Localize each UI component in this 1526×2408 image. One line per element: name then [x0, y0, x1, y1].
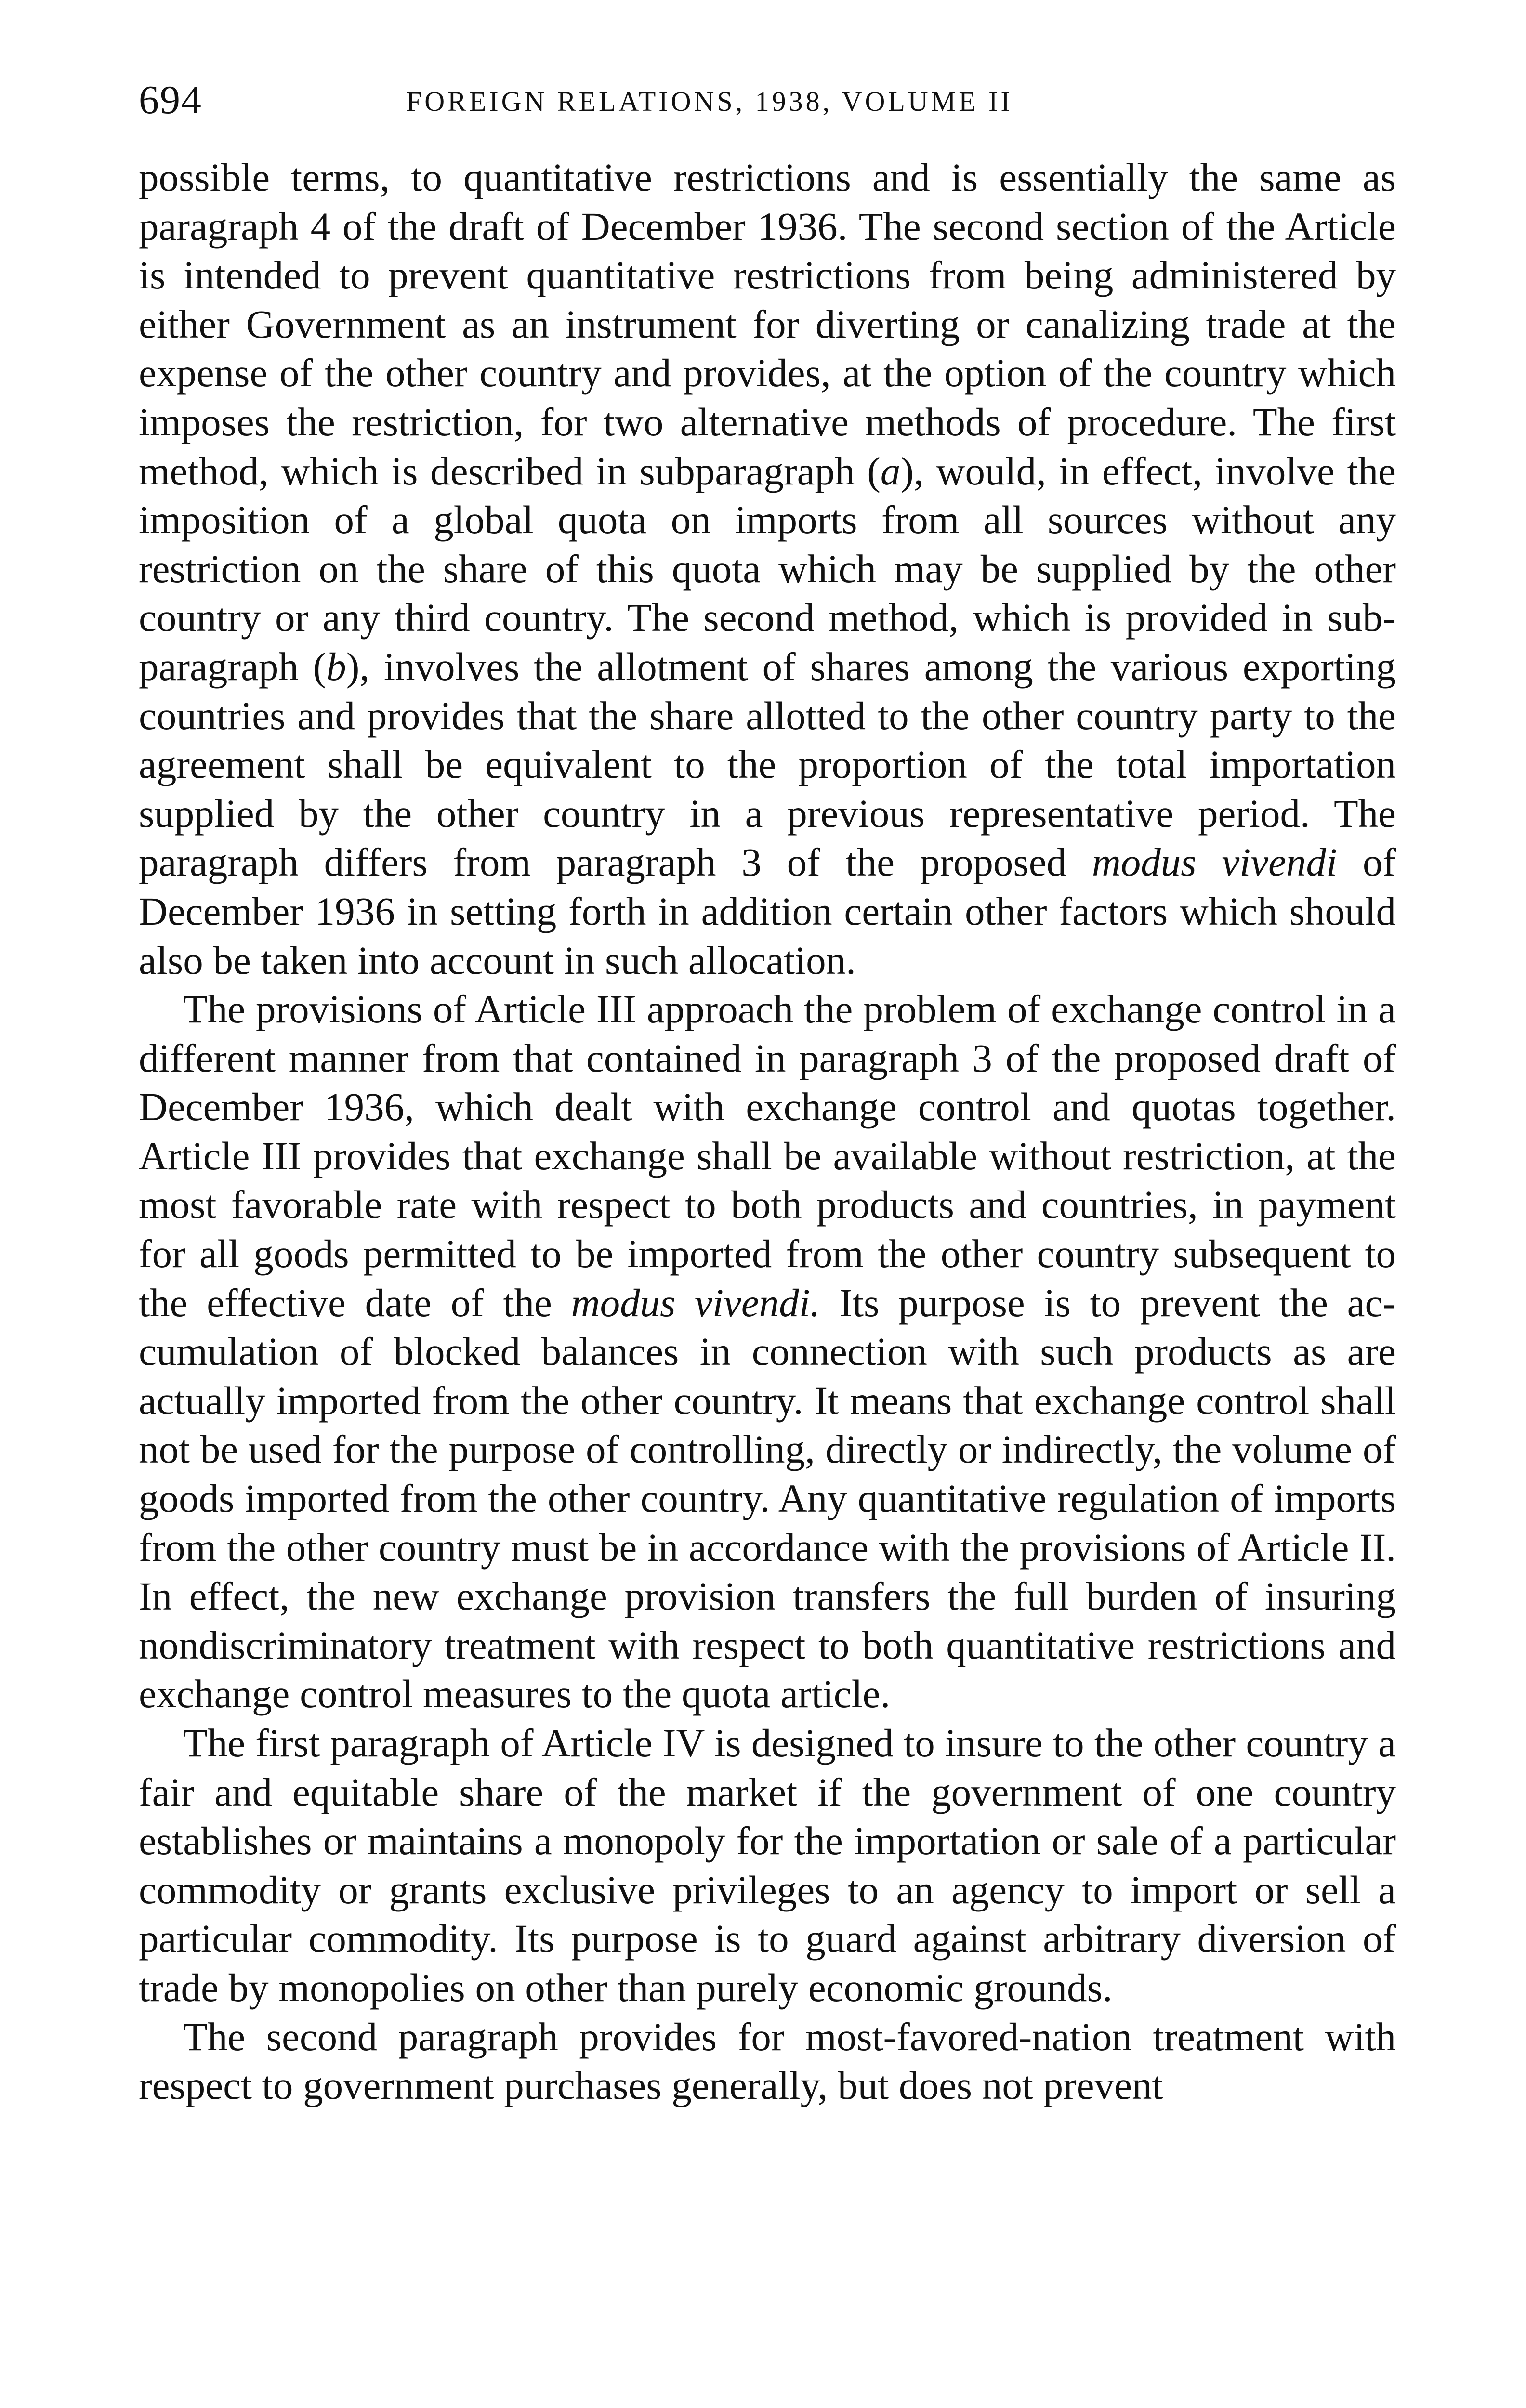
- body-text: [139, 153, 1396, 2110]
- italic-term: modus vivendi.: [571, 1280, 820, 1325]
- italic-term: modus vivendi: [1092, 840, 1338, 885]
- italic-term: a: [880, 448, 901, 493]
- text-segment: ), involves the allotment of shares among the various exporting countries and provides that the share allotted to the other country party to the agreement shall be equivalent to the proportion of the total importation supplied by the other country in a previous representative period. The paragraph differs from paragraph 3 of the proposed: [139, 644, 1396, 885]
- text-segment: Its purpose is to prevent the accumulation of blocked balances in connection with such products as are actually imported from the other country. It means that exchange control shall not be used for the purpose of controlling, directly or indirectly, the volume of goods imported from the other country. Any quantitative regulation of imports from the other country must be in accordance with the provisions of Article II. In effect, the new exchange provision transfers the full burden of insuring nondiscriminatory treatment with respect to both quantitative restrictions and exchange control measures to the quota article.: [139, 1280, 1396, 1716]
- running-title: FOREIGN RELATIONS, 1938, VOLUME II: [406, 86, 1013, 117]
- text-segment: ), would, in effect, involve the imposition of a global quota on imports from all sources without any restriction on the share of this quota which may be supplied by the other country or any third country. The second method, which is provided in sub-paragraph (: [139, 448, 1396, 689]
- paragraph-government-purchases: [139, 2013, 1396, 2110]
- paragraph-article-iii: [139, 985, 1396, 1719]
- text-segment: The second paragraph provides for most-favored-nation treatment with respect to government purchases generally, but does not prevent: [139, 2014, 1396, 2108]
- text-segment: The first paragraph of Article IV is designed to insure to the other country a fair and equitable share of the market if the government of one country establishes or maintains a monopoly for the importation or sale of a particular commodity or grants exclusive privileges to an agency to import or sell a particular commodity. Its purpose is to guard against arbitrary diversion of trade by monopolies on other than purely economic grounds.: [139, 1721, 1396, 2010]
- text-segment: possible terms, to quantitative restrictions and is essentially the same as paragraph 4 of the draft of December 1936. The second section of the Article is intended to prevent quantitative restrictions from being administered by either Government as an instrument for diverting or canalizing trade at the expense of the other country and provides, at the option of the country which imposes the restriction, for two alternative methods of procedure. The first method, which is described in subparagraph (: [139, 155, 1396, 493]
- paragraph-quota-methods: [139, 153, 1396, 985]
- paragraph-article-iv: [139, 1719, 1396, 2013]
- page-number: 694: [139, 78, 202, 122]
- text-segment: The provisions of Article III approach the problem of exchange control in a different manner from that contained in paragraph 3 of the proposed draft of December 1936, which dealt with exchange control and quotas together. Article III provides that exchange shall be available without restriction, at the most favorable rate with respect to both products and countries, in payment for all goods permitted to be imported from the other country subsequent to the effective date of the: [139, 987, 1396, 1325]
- running-header: [139, 71, 1396, 129]
- italic-term: b: [326, 644, 346, 689]
- text-segment: of December 1936 in setting forth in addition certain other factors which should also be taken into account in such allocation.: [139, 840, 1396, 982]
